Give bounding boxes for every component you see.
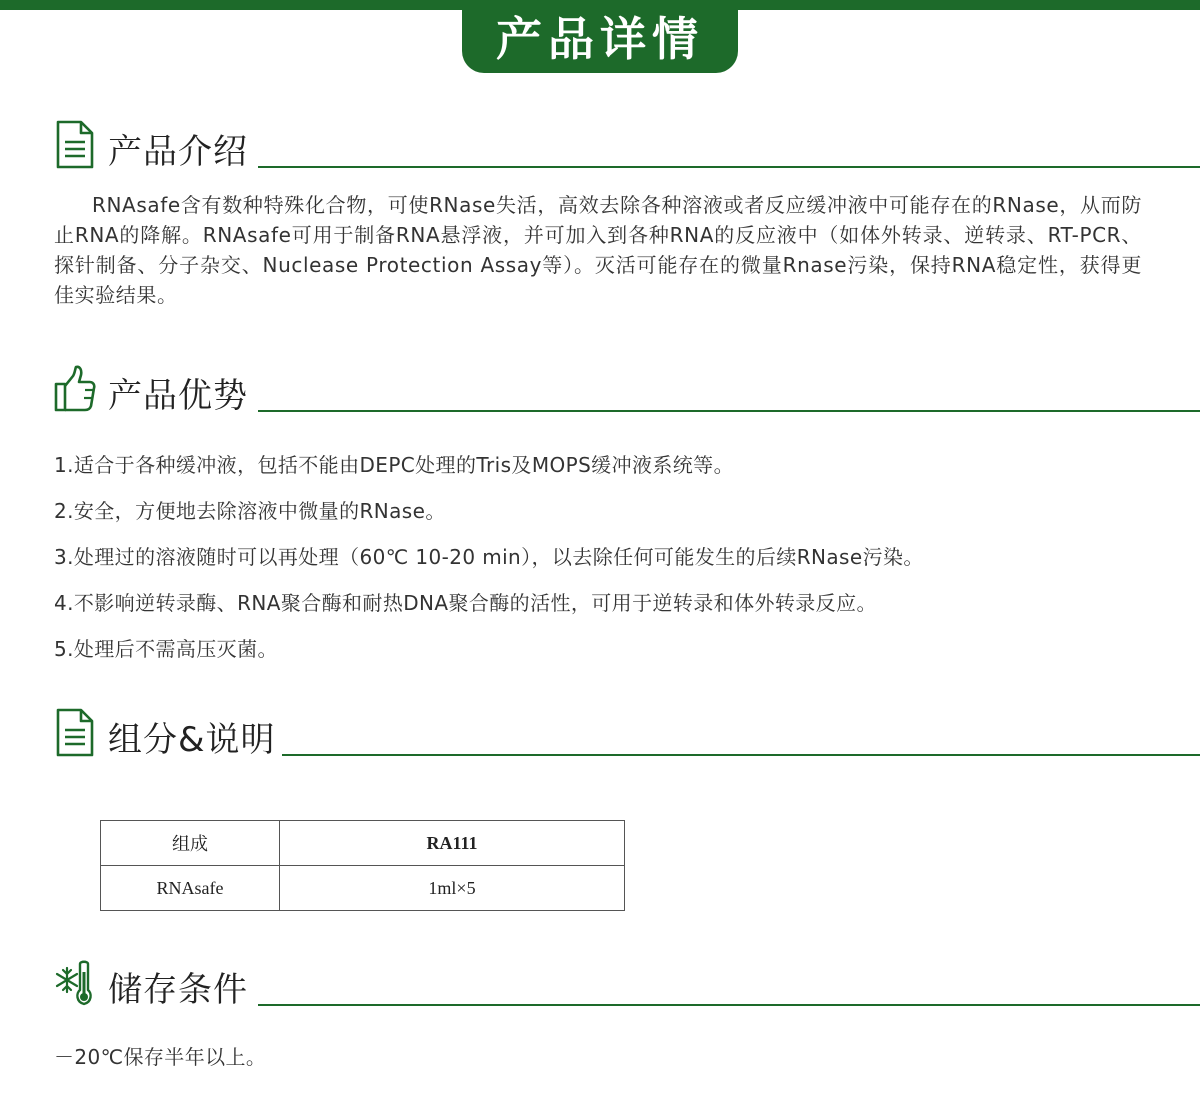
table-header-cell: 组成 [101,821,280,866]
thumbs-up-icon [54,364,96,414]
section-title-storage: 储存条件 [108,970,248,1010]
document-icon [54,708,96,758]
components-table [100,820,625,911]
section-header-advantages [54,364,1200,414]
table-header-cell: RA111 [280,821,625,866]
section-title-intro: 产品介绍 [108,132,248,172]
section-header-components [54,708,1200,758]
section-header-storage [54,958,1200,1008]
storage-text: －20℃保存半年以上。 [54,1045,267,1069]
list-item: 3.处理过的溶液随时可以再处理（60℃ 10-20 min），以去除任何可能发生的后续RNase污染。 [54,545,924,569]
section-divider [258,166,1200,168]
table-cell: RNAsafe [101,866,280,911]
table-cell: 1ml×5 [280,866,625,911]
section-title-advantages: 产品优势 [108,376,248,416]
section-divider [282,754,1200,756]
table-header-row [101,821,625,866]
section-header-intro [54,120,1200,170]
list-item: 4.不影响逆转录酶、RNA聚合酶和耐热DNA聚合酶的活性，可用于逆转录和体外转录反应。 [54,591,877,615]
list-item: 5.处理后不需高压灭菌。 [54,637,278,661]
section-divider [258,1004,1200,1006]
advantages-list [54,450,924,680]
section-divider [258,410,1200,412]
list-item: 2.安全，方便地去除溶液中微量的RNase。 [54,499,446,523]
top-banner-tab [462,0,738,73]
section-title-components: 组分&说明 [108,720,276,760]
thermometer-snowflake-icon [54,958,96,1008]
list-item: 1.适合于各种缓冲液，包括不能由DEPC处理的Tris及MOPS缓冲液系统等。 [54,453,734,477]
page-title: 产品详情 [496,11,704,66]
document-icon [54,120,96,170]
table-row [101,866,625,911]
intro-paragraph: RNAsafe含有数种特殊化合物，可使RNase失活，高效去除各种溶液或者反应缓冲液中可能存在的RNase，从而防止RNA的降解。RNAsafe可用于制备RNA悬浮液，并可加入到各种RNA的反应液中（如体外转录、逆转录、RT-PCR、探针制备、分子杂交、Nuclease Protection Assay等）。灭活可能存在的微量Rnase污染，保持RNA稳定性，获得更佳实验结果。 [54,193,1142,307]
